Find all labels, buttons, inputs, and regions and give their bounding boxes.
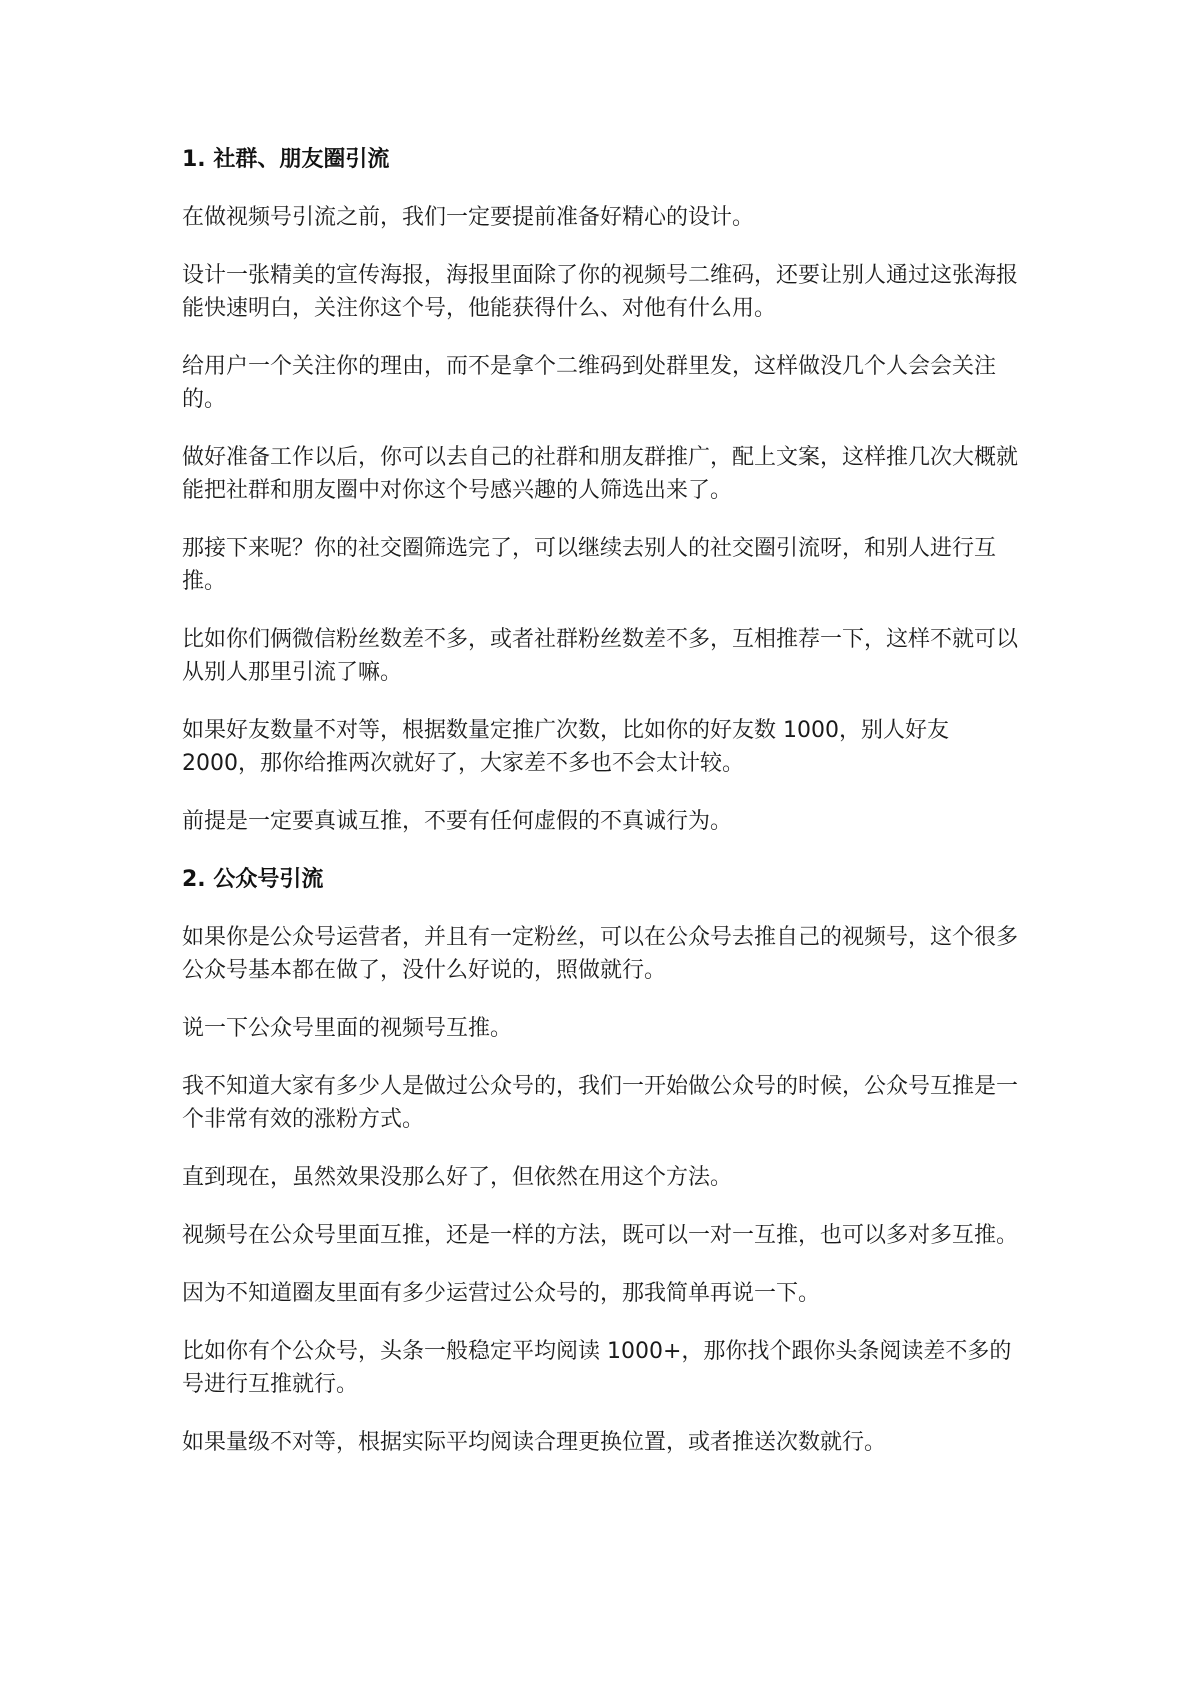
paragraph: 比如你们俩微信粉丝数差不多，或者社群粉丝数差不多，互相推荐一下，这样不就可以从别人那里引流了嘛。	[182, 627, 1019, 685]
paragraph: 我不知道大家有多少人是做过公众号的，我们一开始做公众号的时候，公众号互推是一个非常有效的涨粉方式。	[182, 1074, 1019, 1132]
paragraph: 如果量级不对等，根据实际平均阅读合理更换位置，或者推送次数就行。	[182, 1430, 887, 1455]
paragraph: 比如你有个公众号，头条一般稳定平均阅读 1000+，那你找个跟你头条阅读差不多的号进行互推就行。	[182, 1339, 1012, 1397]
paragraph: 那接下来呢？你的社交圈筛选完了，可以继续去别人的社交圈引流呀，和别人进行互推。	[182, 536, 997, 594]
section-heading-1: 1. 社群、朋友圈引流	[182, 147, 390, 172]
paragraph: 做好准备工作以后，你可以去自己的社群和朋友群推广，配上文案，这样推几次大概就能把社群和朋友圈中对你这个号感兴趣的人筛选出来了。	[182, 445, 1019, 503]
paragraph: 前提是一定要真诚互推，不要有任何虚假的不真诚行为。	[182, 809, 733, 834]
paragraph: 在做视频号引流之前，我们一定要提前准备好精心的设计。	[182, 205, 755, 230]
paragraph: 如果好友数量不对等，根据数量定推广次数，比如你的好友数 1000，别人好友 2000，那你给推两次就好了，大家差不多也不会太计较。	[182, 718, 949, 776]
document-body	[182, 143, 1022, 1459]
paragraph: 如果你是公众号运营者，并且有一定粉丝，可以在公众号去推自己的视频号，这个很多公众号基本都在做了，没什么好说的，照做就行。	[182, 925, 1019, 983]
paragraph: 视频号在公众号里面互推，还是一样的方法，既可以一对一互推，也可以多对多互推。	[182, 1223, 1019, 1248]
paragraph: 因为不知道圈友里面有多少运营过公众号的，那我简单再说一下。	[182, 1281, 821, 1306]
paragraph: 设计一张精美的宣传海报，海报里面除了你的视频号二维码，还要让别人通过这张海报能快速明白，关注你这个号，他能获得什么、对他有什么用。	[182, 263, 1019, 321]
section-heading-2: 2. 公众号引流	[182, 867, 324, 892]
paragraph: 给用户一个关注你的理由，而不是拿个二维码到处群里发，这样做没几个人会会关注的。	[182, 354, 997, 412]
paragraph: 说一下公众号里面的视频号互推。	[182, 1016, 513, 1041]
paragraph: 直到现在，虽然效果没那么好了，但依然在用这个方法。	[182, 1165, 733, 1190]
